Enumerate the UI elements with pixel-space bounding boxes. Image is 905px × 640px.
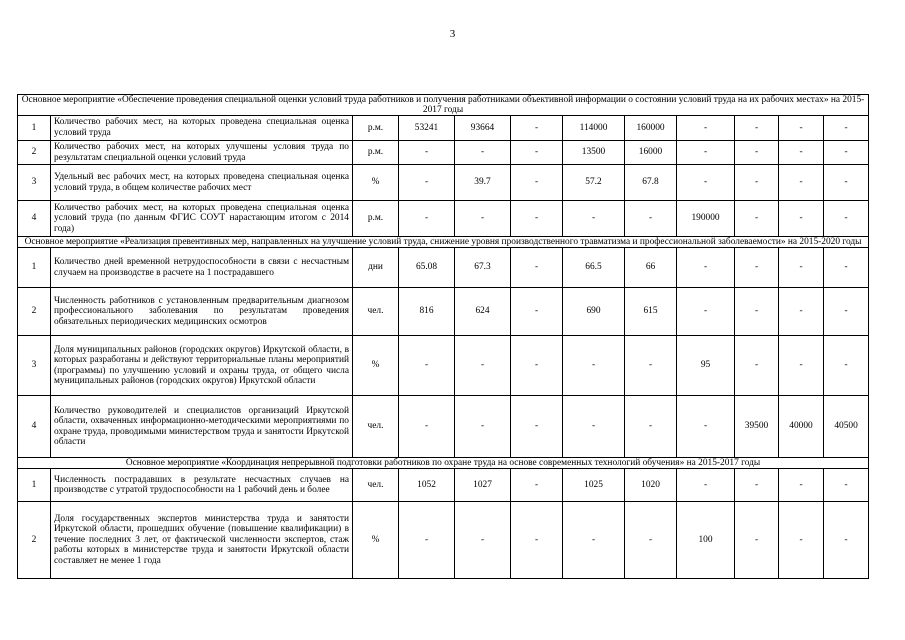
value-cell: -	[824, 116, 869, 141]
section-header-row	[18, 95, 869, 116]
row-number-cell: 2	[18, 288, 51, 336]
table-row	[18, 248, 869, 288]
value-cell: -	[511, 141, 563, 165]
table-row	[18, 116, 869, 141]
value-cell: -	[455, 201, 511, 237]
value-cell: -	[563, 201, 625, 237]
section-header-row	[18, 237, 869, 248]
value-cell: -	[824, 469, 869, 502]
value-cell: -	[511, 469, 563, 502]
value-cell: 66	[625, 248, 677, 288]
value-cell: -	[735, 469, 779, 502]
value-cell: 1025	[563, 469, 625, 502]
value-cell: -	[779, 201, 824, 237]
indicator-description-cell: Численность пострадавших в результате несчастных случаев на производстве с утратой трудоспособности на 1 рабочий день и более	[51, 469, 353, 502]
value-cell: -	[399, 141, 455, 165]
value-cell: -	[511, 396, 563, 458]
value-cell: -	[677, 396, 735, 458]
value-cell: 1020	[625, 469, 677, 502]
value-cell: 1052	[399, 469, 455, 502]
value-cell: -	[735, 336, 779, 396]
value-cell: -	[824, 141, 869, 165]
unit-cell: р.м.	[353, 201, 399, 237]
value-cell: 67.8	[625, 165, 677, 201]
unit-cell: %	[353, 165, 399, 201]
value-cell: 67.3	[455, 248, 511, 288]
value-cell: 39500	[735, 396, 779, 458]
value-cell: -	[625, 396, 677, 458]
value-cell: -	[779, 116, 824, 141]
row-number-cell: 1	[18, 469, 51, 502]
row-number-cell: 4	[18, 396, 51, 458]
value-cell: -	[511, 201, 563, 237]
value-cell: -	[399, 165, 455, 201]
indicator-description-cell: Количество рабочих мест, на которых проведена специальная оценка условий труда (по данным ФГИС СОУТ нарастающим итогом с 2014 года)	[51, 201, 353, 237]
value-cell: -	[511, 165, 563, 201]
row-number-cell: 1	[18, 248, 51, 288]
table-row	[18, 502, 869, 579]
value-cell: -	[511, 336, 563, 396]
indicator-description-cell: Доля муниципальных районов (городских округов) Иркутской области, в которых разработаны и действуют территориальные планы мероприятий (программы) по улучшению условий и охраны труда, от общего числа муниципальных районов (городских округов) Иркутской области	[51, 336, 353, 396]
value-cell: -	[779, 141, 824, 165]
indicator-description-cell: Доля государственных экспертов министерства труда и занятости Иркутской области, прошедших обучение (повышение квалификации) в течение последних 3 лет, от фактической численности экспертов, стаж работы которых в министерстве труда и занятости Иркутской области составляет не менее 1 года	[51, 502, 353, 579]
value-cell: -	[563, 336, 625, 396]
value-cell: 53241	[399, 116, 455, 141]
value-cell: -	[455, 502, 511, 579]
value-cell: 624	[455, 288, 511, 336]
row-number-cell: 4	[18, 201, 51, 237]
value-cell: -	[824, 165, 869, 201]
value-cell: -	[677, 165, 735, 201]
row-number-cell: 3	[18, 165, 51, 201]
table-row	[18, 469, 869, 502]
value-cell: 66.5	[563, 248, 625, 288]
table-row	[18, 165, 869, 201]
unit-cell: р.м.	[353, 116, 399, 141]
value-cell: -	[563, 502, 625, 579]
value-cell: -	[399, 201, 455, 237]
value-cell: -	[824, 201, 869, 237]
table-row	[18, 141, 869, 165]
unit-cell: %	[353, 502, 399, 579]
value-cell: -	[455, 141, 511, 165]
value-cell: 40500	[824, 396, 869, 458]
value-cell: 16000	[625, 141, 677, 165]
value-cell: -	[824, 502, 869, 579]
value-cell: 1027	[455, 469, 511, 502]
value-cell: 190000	[677, 201, 735, 237]
value-cell: -	[563, 396, 625, 458]
value-cell: 114000	[563, 116, 625, 141]
value-cell: -	[735, 141, 779, 165]
value-cell: 13500	[563, 141, 625, 165]
value-cell: 93664	[455, 116, 511, 141]
value-cell: 95	[677, 336, 735, 396]
value-cell: -	[511, 502, 563, 579]
unit-cell: дни	[353, 248, 399, 288]
row-number-cell: 2	[18, 141, 51, 165]
value-cell: -	[824, 336, 869, 396]
value-cell: -	[779, 502, 824, 579]
value-cell: 816	[399, 288, 455, 336]
indicator-description-cell: Численность работников с установленным предварительным диагнозом профессионального заболевания по результатам проведения обязательных периодических медицинских осмотров	[51, 288, 353, 336]
value-cell: -	[399, 396, 455, 458]
table-row	[18, 288, 869, 336]
value-cell: 690	[563, 288, 625, 336]
value-cell: -	[511, 288, 563, 336]
value-cell: -	[779, 248, 824, 288]
value-cell: -	[735, 502, 779, 579]
value-cell: 40000	[779, 396, 824, 458]
value-cell: -	[625, 502, 677, 579]
table-row	[18, 336, 869, 396]
value-cell: -	[735, 248, 779, 288]
value-cell: 100	[677, 502, 735, 579]
value-cell: -	[399, 502, 455, 579]
value-cell: -	[735, 201, 779, 237]
unit-cell: %	[353, 336, 399, 396]
value-cell: -	[625, 201, 677, 237]
value-cell: -	[677, 288, 735, 336]
value-cell: -	[779, 336, 824, 396]
value-cell: -	[735, 116, 779, 141]
value-cell: -	[677, 248, 735, 288]
value-cell: -	[824, 288, 869, 336]
row-number-cell: 3	[18, 336, 51, 396]
page-number: 3	[449, 28, 456, 40]
indicators-table	[17, 94, 869, 579]
value-cell: 39.7	[455, 165, 511, 201]
value-cell: -	[455, 336, 511, 396]
value-cell: 57.2	[563, 165, 625, 201]
indicator-description-cell: Количество рабочих мест, на которых улучшены условия труда по результатам специальной оценки условий труда	[51, 141, 353, 165]
value-cell: -	[511, 116, 563, 141]
section-title: Основное мероприятие «Обеспечение проведения специальной оценки условий труда работников и получения работниками объективной информации о состоянии условий труда на их рабочих местах» на 2015-2017 годы	[18, 95, 869, 116]
section-title: Основное мероприятие «Реализация превентивных мер, направленных на улучшение условий труда, снижение уровня производственного травматизма и профессиональной заболеваемости» на 2015-2020 годы	[18, 237, 869, 248]
value-cell: -	[779, 288, 824, 336]
value-cell: 160000	[625, 116, 677, 141]
value-cell: -	[779, 469, 824, 502]
unit-cell: чел.	[353, 288, 399, 336]
indicator-description-cell: Количество рабочих мест, на которых проведена специальная оценка условий труда	[51, 116, 353, 141]
value-cell: -	[625, 336, 677, 396]
row-number-cell: 2	[18, 502, 51, 579]
section-header-row	[18, 458, 869, 469]
indicator-description-cell: Количество дней временной нетрудоспособности в связи с несчастным случаем на производстве в расчете на 1 пострадавшего	[51, 248, 353, 288]
row-number-cell: 1	[18, 116, 51, 141]
value-cell: 615	[625, 288, 677, 336]
value-cell: -	[677, 116, 735, 141]
unit-cell: чел.	[353, 396, 399, 458]
value-cell: -	[779, 165, 824, 201]
value-cell: -	[511, 248, 563, 288]
value-cell: -	[399, 336, 455, 396]
value-cell: -	[735, 288, 779, 336]
value-cell: -	[677, 469, 735, 502]
value-cell: 65.08	[399, 248, 455, 288]
table-body	[18, 95, 869, 579]
unit-cell: р.м.	[353, 141, 399, 165]
unit-cell: чел.	[353, 469, 399, 502]
value-cell: -	[824, 248, 869, 288]
table-row	[18, 201, 869, 237]
section-title: Основное мероприятие «Координация непрерывной подготовки работников по охране труда на основе современных технологий обучения» на 2015-2017 годы	[18, 458, 869, 469]
indicator-description-cell: Удельный вес рабочих мест, на которых проведена специальная оценка условий труда, в общем количестве рабочих мест	[51, 165, 353, 201]
indicator-description-cell: Количество руководителей и специалистов организаций Иркутской области, охваченных информационно-методическими мероприятиями по охране труда, проводимыми министерством труда и занятости Иркутской области	[51, 396, 353, 458]
value-cell: -	[455, 396, 511, 458]
value-cell: -	[735, 165, 779, 201]
table-row	[18, 396, 869, 458]
value-cell: -	[677, 141, 735, 165]
